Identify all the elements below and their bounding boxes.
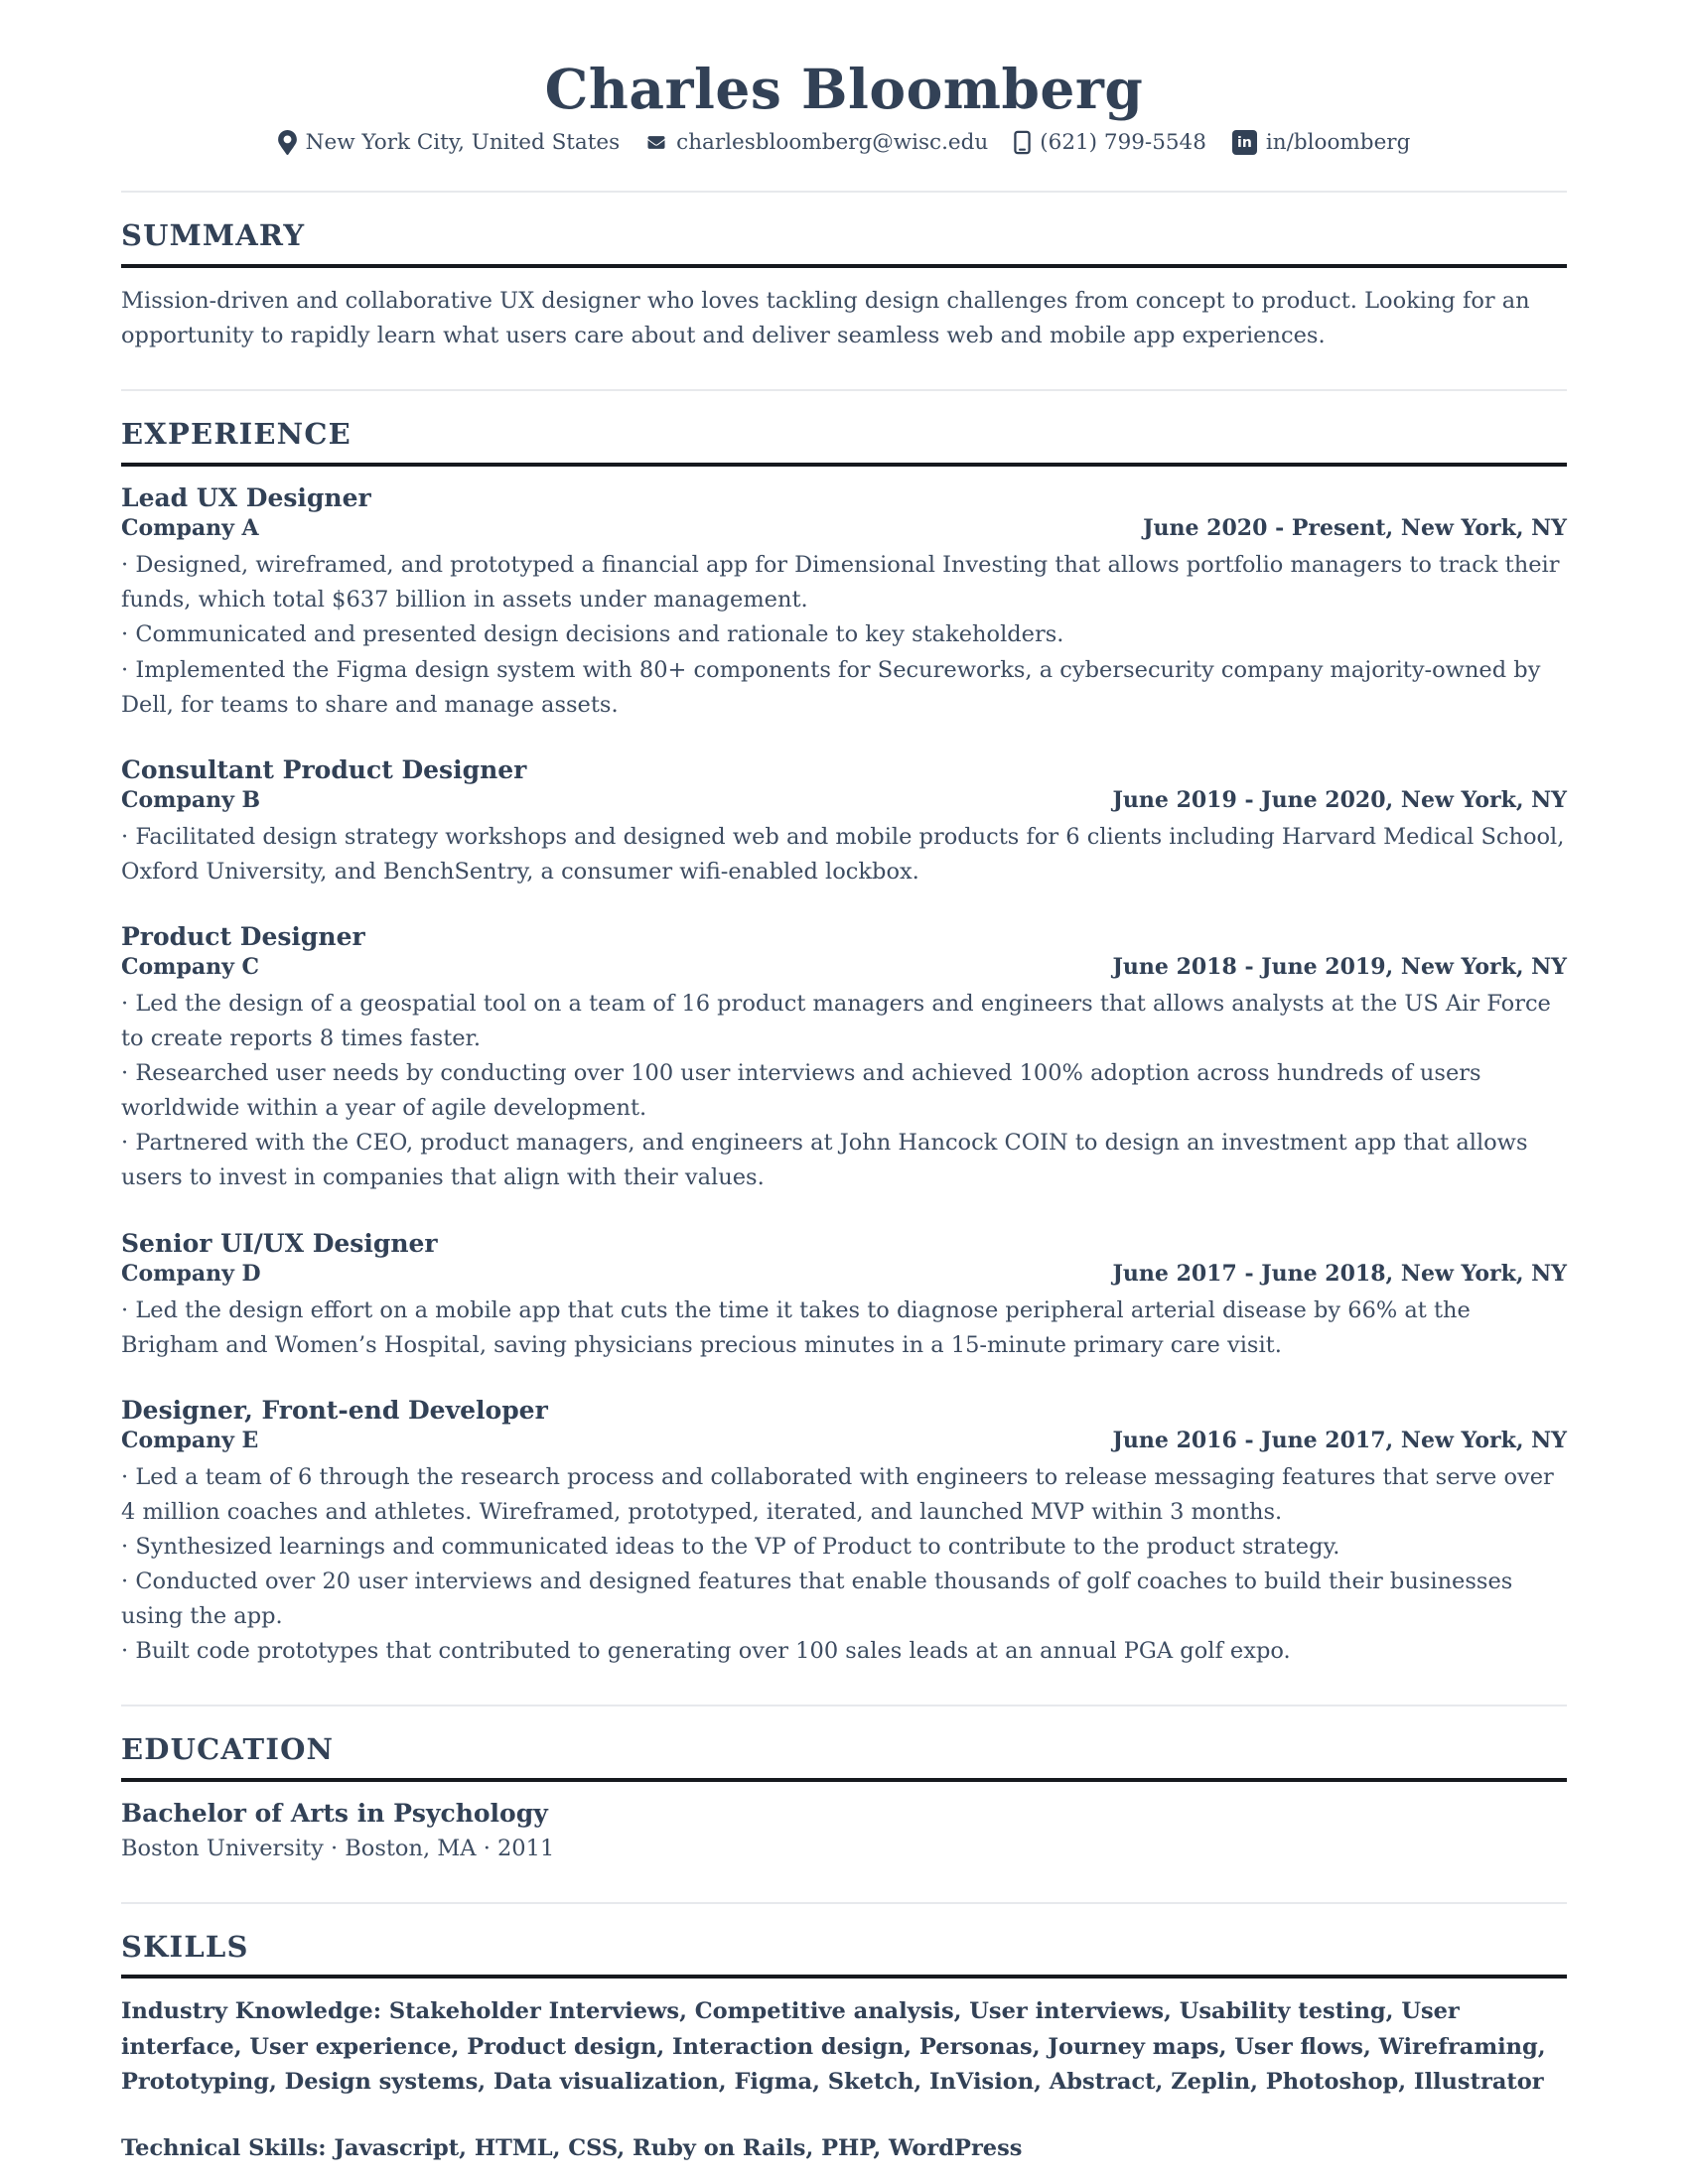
job-bullet: · Built code prototypes that contributed to generating over 100 sales leads at an annual PGA golf expo. bbox=[121, 1634, 1567, 1669]
job-meta-row bbox=[121, 952, 1567, 983]
section-skills bbox=[121, 1902, 1567, 2166]
job-bullet: · Led a team of 6 through the research process and collaborated with engineers to release messaging features that serve over 4 million coaches and athletes. Wireframed, prototyped, iterated, and launched MVP within 3 months. bbox=[121, 1460, 1567, 1530]
job-meta-row bbox=[121, 513, 1567, 544]
education-details: Boston University · Boston, MA · 2011 bbox=[121, 1835, 555, 1861]
mobile-phone-icon bbox=[1014, 130, 1031, 155]
experience-item bbox=[121, 1395, 1567, 1670]
heading-rule bbox=[121, 1778, 1567, 1782]
skills-group-label: Industry Knowledge: bbox=[121, 1998, 382, 2025]
summary-text: Mission-driven and collaborative UX designer who loves tackling design challenges from concept to product. Looking for an opportunity to rapidly learn what users care about and deliver seamless web and mobile app experiences. bbox=[121, 288, 1530, 349]
skills-group-items: Javascript, HTML, CSS, Ruby on Rails, PHP, WordPress bbox=[334, 2134, 1023, 2161]
heading-rule bbox=[121, 463, 1567, 467]
job-title: Product Designer bbox=[121, 921, 365, 951]
summary-heading: SUMMARY bbox=[121, 218, 306, 253]
skills-technical bbox=[121, 2131, 1567, 2166]
contact-phone bbox=[1014, 130, 1206, 155]
job-title: Lead UX Designer bbox=[121, 483, 371, 513]
job-company: Company D bbox=[121, 1260, 261, 1287]
education-degree: Bachelor of Arts in Psychology bbox=[121, 1799, 548, 1829]
job-dates-location: June 2019 - June 2020, New York, NY bbox=[1112, 786, 1567, 813]
experience-item bbox=[121, 921, 1567, 1196]
experience-heading: EXPERIENCE bbox=[121, 417, 352, 452]
contact-location-text: New York City, United States bbox=[305, 130, 621, 156]
job-company: Company E bbox=[121, 1428, 259, 1454]
job-title: Designer, Front-end Developer bbox=[121, 1395, 548, 1425]
envelope-icon bbox=[645, 134, 667, 151]
experience-list bbox=[121, 482, 1567, 1669]
heading-rule bbox=[121, 1975, 1567, 1979]
section-divider bbox=[121, 389, 1567, 391]
job-bullet: · Communicated and presented design decisions and rationale to key stakeholders. bbox=[121, 617, 1567, 652]
job-title: Consultant Product Designer bbox=[121, 754, 527, 784]
job-dates-location: June 2016 - June 2017, New York, NY bbox=[1112, 1428, 1567, 1454]
contact-row bbox=[121, 130, 1567, 155]
job-dates-location: June 2018 - June 2019, New York, NY bbox=[1112, 954, 1567, 981]
linkedin-icon: in bbox=[1232, 130, 1257, 155]
job-bullet: · Conducted over 20 user interviews and designed features that enable thousands of golf coaches to build their businesses using the app. bbox=[121, 1565, 1567, 1634]
contact-email bbox=[645, 130, 988, 155]
skills-group-items: Stakeholder Interviews, Competitive analysis, User interviews, Usability testing, User interface, User experience, Product design, Interaction design, Personas, Journey maps, User flows, Wireframing, Prototyping, Design systems, Data visualization, Figma, Sketch, InVision, Abstract, Zeplin, Photoshop, Illustrator bbox=[121, 1998, 1546, 2095]
section-divider bbox=[121, 191, 1567, 193]
job-company: Company A bbox=[121, 515, 259, 542]
job-bullet: · Researched user needs by conducting over 100 user interviews and achieved 100% adoption across hundreds of users worldwide within a year of agile development. bbox=[121, 1056, 1567, 1126]
contact-linkedin-text: in/bloomberg bbox=[1265, 130, 1411, 156]
section-divider bbox=[121, 1902, 1567, 1904]
job-bullet: · Designed, wireframed, and prototyped a financial app for Dimensional Investing that allows portfolio managers to track their funds, which total $637 billion in assets under management. bbox=[121, 548, 1567, 617]
experience-item bbox=[121, 754, 1567, 889]
job-meta-row bbox=[121, 1259, 1567, 1290]
person-name: Charles Bloomberg bbox=[544, 57, 1144, 121]
experience-item bbox=[121, 482, 1567, 723]
section-education bbox=[121, 1705, 1567, 1865]
experience-item bbox=[121, 1228, 1567, 1363]
job-bullet: · Facilitated design strategy workshops and designed web and mobile products for 6 clients including Harvard Medical School, Oxford University, and BenchSentry, a consumer wifi-enabled lockbox. bbox=[121, 820, 1567, 889]
job-bullet: · Implemented the Figma design system with 80+ components for Secureworks, a cybersecurity company majority-owned by Dell, for teams to share and manage assets. bbox=[121, 653, 1567, 723]
job-meta-row bbox=[121, 785, 1567, 816]
location-pin-icon bbox=[278, 130, 297, 155]
skills-group-label: Technical Skills: bbox=[121, 2134, 327, 2161]
contact-location bbox=[278, 130, 621, 155]
skills-industry-knowledge bbox=[121, 1994, 1567, 2099]
job-bullet: · Partnered with the CEO, product managers, and engineers at John Hancock COIN to design an investment app that allows users to invest in companies that align with their values. bbox=[121, 1126, 1567, 1195]
job-meta-row bbox=[121, 1426, 1567, 1456]
education-heading: EDUCATION bbox=[121, 1732, 335, 1767]
resume-header bbox=[121, 58, 1567, 155]
contact-phone-text: (621) 799-5548 bbox=[1040, 130, 1206, 156]
contact-email-text: charlesbloomberg@wisc.edu bbox=[676, 130, 989, 156]
job-dates-location: June 2017 - June 2018, New York, NY bbox=[1112, 1260, 1567, 1287]
job-title: Senior UI/UX Designer bbox=[121, 1228, 438, 1258]
job-bullet: · Synthesized learnings and communicated ideas to the VP of Product to contribute to the product strategy. bbox=[121, 1530, 1567, 1565]
skills-heading: SKILLS bbox=[121, 1929, 249, 1964]
section-divider bbox=[121, 1705, 1567, 1706]
job-bullet: · Led the design of a geospatial tool on a team of 16 product managers and engineers that allows analysts at the US Air Force to create reports 8 times faster. bbox=[121, 987, 1567, 1056]
heading-rule bbox=[121, 264, 1567, 268]
contact-linkedin bbox=[1232, 130, 1410, 155]
job-bullet: · Led the design effort on a mobile app that cuts the time it takes to diagnose peripheral arterial disease by 66% at the Brigham and Women’s Hospital, saving physicians precious minutes in a 15-minute primary care visit. bbox=[121, 1294, 1567, 1363]
job-company: Company B bbox=[121, 786, 261, 813]
section-summary bbox=[121, 191, 1567, 353]
job-company: Company C bbox=[121, 954, 260, 981]
section-experience bbox=[121, 389, 1567, 1669]
job-dates-location: June 2020 - Present, New York, NY bbox=[1143, 515, 1567, 542]
